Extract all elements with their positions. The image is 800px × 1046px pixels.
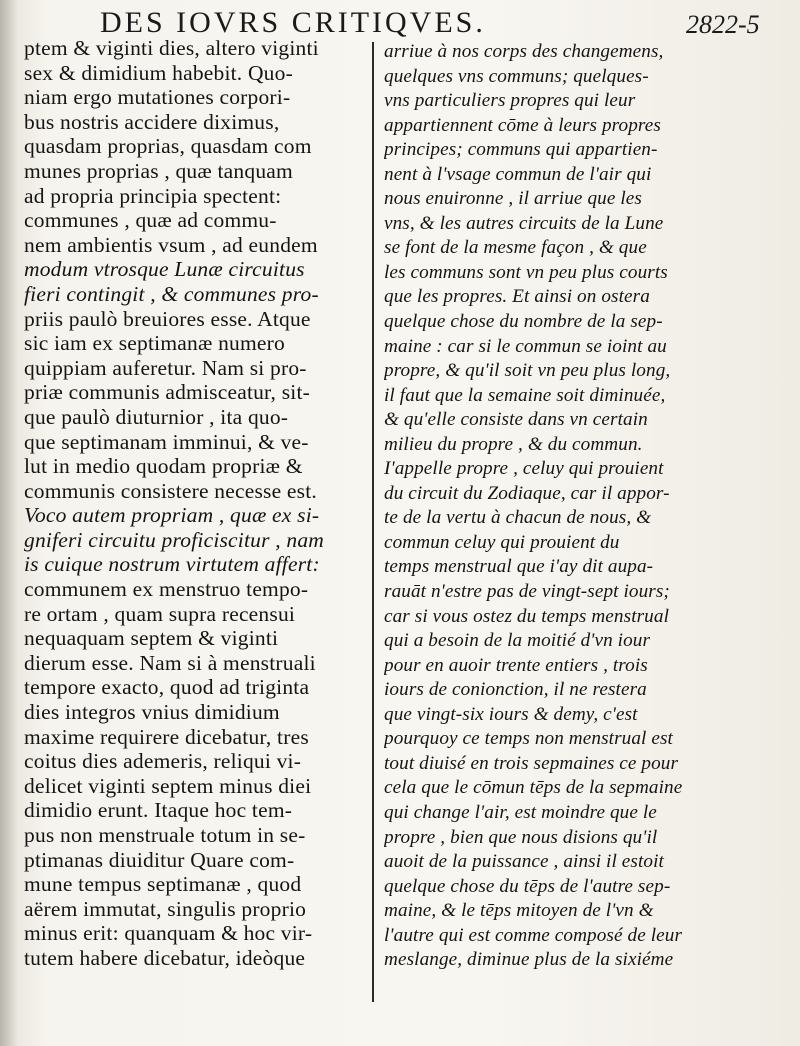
french-text-line: te de la vertu à chacun de nous, & <box>384 507 652 529</box>
latin-text-line: communes , quæ ad commu- <box>24 208 277 233</box>
latin-text-line: dimidio erunt. Itaque hoc tem- <box>24 798 293 823</box>
french-text-line: l'autre qui est comme composé de leur <box>384 924 683 946</box>
french-text-line: quelques vns communs; quelques- <box>384 65 649 87</box>
latin-text-line: nequaquam septem & viginti <box>24 626 279 651</box>
french-text-line: maine, & le tēps mitoyen de l'vn & <box>384 900 654 922</box>
latin-text-line: minus erit: quanquam & hoc vir- <box>24 921 313 946</box>
latin-text-line: re ortam , quam supra recensui <box>24 601 296 626</box>
french-text-line: que les propres. Et ainsi on ostera <box>384 286 650 308</box>
french-text-line: rauāt n'estre pas de vingt-sept iours; <box>384 581 670 603</box>
latin-text-line: coitus dies ademeris, reliqui vi- <box>24 749 302 774</box>
french-text-line: propre , bien que nous disions qu'il <box>384 826 658 848</box>
french-text-line: maine : car si le commun se ioint au <box>384 335 667 357</box>
latin-column <box>24 36 364 971</box>
latin-text-line: mune tempus septimanæ , quod <box>24 872 302 897</box>
latin-text-line: que paulò diuturnior , ita quo- <box>24 404 289 429</box>
french-text-line: auoit de la puissance , ainsi il estoit <box>384 851 664 873</box>
latin-text-line: munes proprias , quæ tanquam <box>24 158 293 183</box>
french-text-line: qui a besoin de la moitié d'vn iour <box>384 630 651 652</box>
french-text-line: commun celuy qui prouient du <box>384 531 620 553</box>
latin-text-line: Voco autem propriam , quæ ex si- <box>24 503 320 528</box>
latin-text-line: quasdam proprias, quasdam com <box>24 134 312 159</box>
latin-text-line: maxime requirere dicebatur, tres <box>24 724 309 749</box>
french-text-line: arriue à nos corps des changemens, <box>384 41 664 62</box>
latin-text-line: is cuique nostrum virtutem affert: <box>24 552 320 577</box>
french-text-line: que vingt-six iours & demy, c'est <box>384 703 638 725</box>
latin-text-line: bus nostris accidere diximus, <box>24 109 280 134</box>
latin-text-line: nem ambientis vsum , ad eundem <box>24 232 318 257</box>
latin-text-line: ad propria principia spectent: <box>24 183 282 208</box>
latin-text-line: quippiam auferetur. Nam si pro- <box>24 355 307 380</box>
latin-text-line: dierum esse. Nam si à menstruali <box>24 650 316 675</box>
latin-text-line: modum vtrosque Lunæ circuitus <box>24 257 305 282</box>
french-text-line: du circuit du Zodiaque, car il appor- <box>384 482 670 504</box>
french-text-line: meslange, diminue plus de la sixiéme <box>384 949 674 971</box>
french-text-line: temps menstrual que i'ay dit aupa- <box>384 556 654 578</box>
french-text-line: pour en auoir trente entiers , trois <box>384 654 648 676</box>
french-text-line: vns, & les autres circuits de la Lune <box>384 212 664 234</box>
french-text-line: qui change l'air, est moindre que le <box>384 801 657 823</box>
french-text-line: tout diuisé en trois sepmaines ce pour <box>384 752 679 774</box>
latin-text-line: ptem & viginti dies, altero viginti <box>24 36 319 60</box>
french-text-line: nous enuironne , il arriue que les <box>384 188 642 210</box>
page-gutter-shadow <box>0 0 18 1046</box>
latin-text-line: que septimanam imminui, & ve- <box>24 429 309 454</box>
latin-text-line: niam ergo mutationes corpori- <box>24 85 291 110</box>
french-text-line: se font de la mesme façon , & que <box>384 237 647 259</box>
latin-text-line: communem ex menstruo tempo- <box>24 577 309 602</box>
latin-text-line: communis consistere necesse est. <box>24 478 317 503</box>
running-title: DES IOVRS CRITIQVES. <box>100 6 486 39</box>
french-text-line: pourquoy ce temps non menstrual est <box>384 728 673 750</box>
latin-text-line: priis paulò breuiores esse. Atque <box>24 306 311 331</box>
latin-text-line: sic iam ex septimanæ numero <box>24 331 285 356</box>
french-text-line: principes; communs qui appartien- <box>384 139 658 161</box>
french-text-line: appartiennent cōme à leurs propres <box>384 114 661 136</box>
latin-text-line: aërem immutat, singulis proprio <box>24 896 307 921</box>
column-divider <box>372 42 374 1002</box>
latin-text-line: dies integros vnius dimidium <box>24 700 280 725</box>
french-column <box>384 40 786 973</box>
latin-text-line: fieri contingit , & communes pro- <box>24 281 319 306</box>
french-text-line: propre, & qu'il soit vn peu plus long, <box>384 360 671 382</box>
latin-text-line: tutem habere dicebatur, ideòque <box>24 945 306 970</box>
french-text-line: car si vous ostez du temps menstrual <box>384 605 670 627</box>
latin-text-line: gniferi circuitu proficiscitur , nam <box>24 527 325 552</box>
french-text-line: & qu'elle consiste dans vn certain <box>384 409 648 431</box>
latin-text-line: priæ communis admisceatur, sit- <box>24 380 310 405</box>
page-number: 2822-5 <box>686 10 760 39</box>
latin-text-line: sex & dimidium habebit. Quo- <box>24 60 293 85</box>
french-text-line: il faut que la semaine soit diminuée, <box>384 384 666 406</box>
french-text-line: iours de conionction, il ne restera <box>384 679 647 701</box>
latin-text-line: delicet viginti septem minus diei <box>24 773 312 798</box>
french-text-line: cela que le cōmun tēps de la sepmaine <box>384 777 683 799</box>
french-text-line: I'appelle propre , celuy qui prouient <box>384 458 664 480</box>
latin-text-line: ptimanas diuiditur Quare com- <box>24 847 295 872</box>
french-text-line: milieu du propre , & du commun. <box>384 433 643 455</box>
french-text-line: nent à l'vsage commun de l'air qui <box>384 163 652 185</box>
latin-text-line: lut in medio quodam propriæ & <box>24 454 303 479</box>
french-text-line: quelque chose du tēps de l'autre sep- <box>384 875 671 897</box>
latin-text-line: pus non menstruale totum in se- <box>24 823 306 847</box>
french-text-line: les communs sont vn peu plus courts <box>384 261 668 283</box>
latin-text-line: tempore exacto, quod ad triginta <box>24 675 310 700</box>
french-text-line: vns particuliers propres qui leur <box>384 90 636 112</box>
french-text-line: quelque chose du nombre de la sep- <box>384 311 663 333</box>
